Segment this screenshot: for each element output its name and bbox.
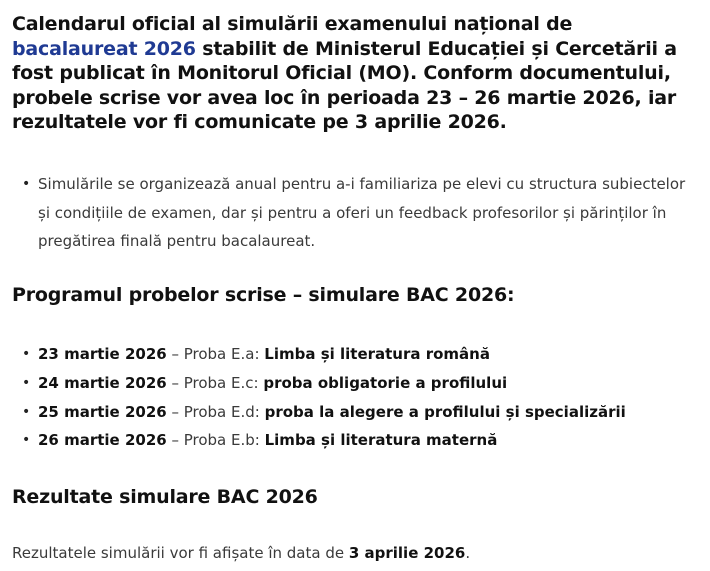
- exam-proba: – Proba E.c:: [166, 373, 264, 392]
- program-heading: Programul probelor scrise – simulare BAC 2026:: [12, 284, 515, 306]
- exam-schedule-list: [22, 340, 698, 455]
- results-text-end: .: [465, 544, 471, 562]
- exam-subject: Limba și literatura română: [264, 345, 490, 363]
- exam-subject: proba la alegere a profilului și specializării: [264, 402, 626, 421]
- results-date: 3 aprilie 2026: [348, 544, 466, 562]
- intro-text-start: Calendarul oficial al simulării examenului național de: [12, 13, 573, 35]
- exam-item: [22, 398, 698, 427]
- note-text: Simulările se organizează anual pentru a-i familiariza pe elevi cu structura subiectelor și condițiile de examen, dar și pentru a oferi un feedback profesorilor și părinților în pregătirea finală pentru bacalaureat.: [38, 175, 686, 251]
- exam-date: 23 martie 2026: [38, 345, 167, 363]
- exam-proba: – Proba E.b:: [166, 431, 265, 450]
- bullet-icon: •: [22, 374, 31, 391]
- exam-item: [22, 426, 698, 455]
- exam-date: 25 martie 2026: [38, 402, 167, 421]
- intro-paragraph: [12, 12, 702, 135]
- exam-subject: proba obligatorie a profilului: [263, 373, 508, 392]
- exam-item: [22, 340, 698, 369]
- results-paragraph: [12, 542, 470, 564]
- exam-date: 24 martie 2026: [38, 373, 167, 392]
- exam-proba: – Proba E.d:: [166, 402, 265, 421]
- bullet-icon: •: [22, 176, 31, 192]
- results-text-start: Rezultatele simulării vor fi afișate în data de: [12, 544, 349, 562]
- article-content: [12, 12, 702, 562]
- intro-text-end: stabilit de Ministerul Educației și Cercetării a fost publicat în Monitorul Oficial (MO). Conform documentului, probele scrise vor avea loc în perioada 23 – 26 martie 2026, iar rezultatele vor fi comunicate pe 3 aprilie 2026.: [12, 37, 677, 134]
- exam-subject: Limba și literatura maternă: [264, 431, 498, 450]
- bullet-icon: •: [22, 403, 31, 420]
- exam-date: 26 martie 2026: [38, 431, 167, 450]
- bullet-icon: •: [22, 432, 31, 449]
- exam-item: [22, 369, 698, 398]
- list-item: [22, 170, 688, 256]
- bacalaureat-2026-link[interactable]: bacalaureat 2026: [12, 37, 196, 60]
- note-list: [22, 170, 688, 256]
- exam-proba: – Proba E.a:: [166, 345, 265, 363]
- results-heading: Rezultate simulare BAC 2026: [12, 486, 318, 508]
- bullet-icon: •: [22, 346, 31, 362]
